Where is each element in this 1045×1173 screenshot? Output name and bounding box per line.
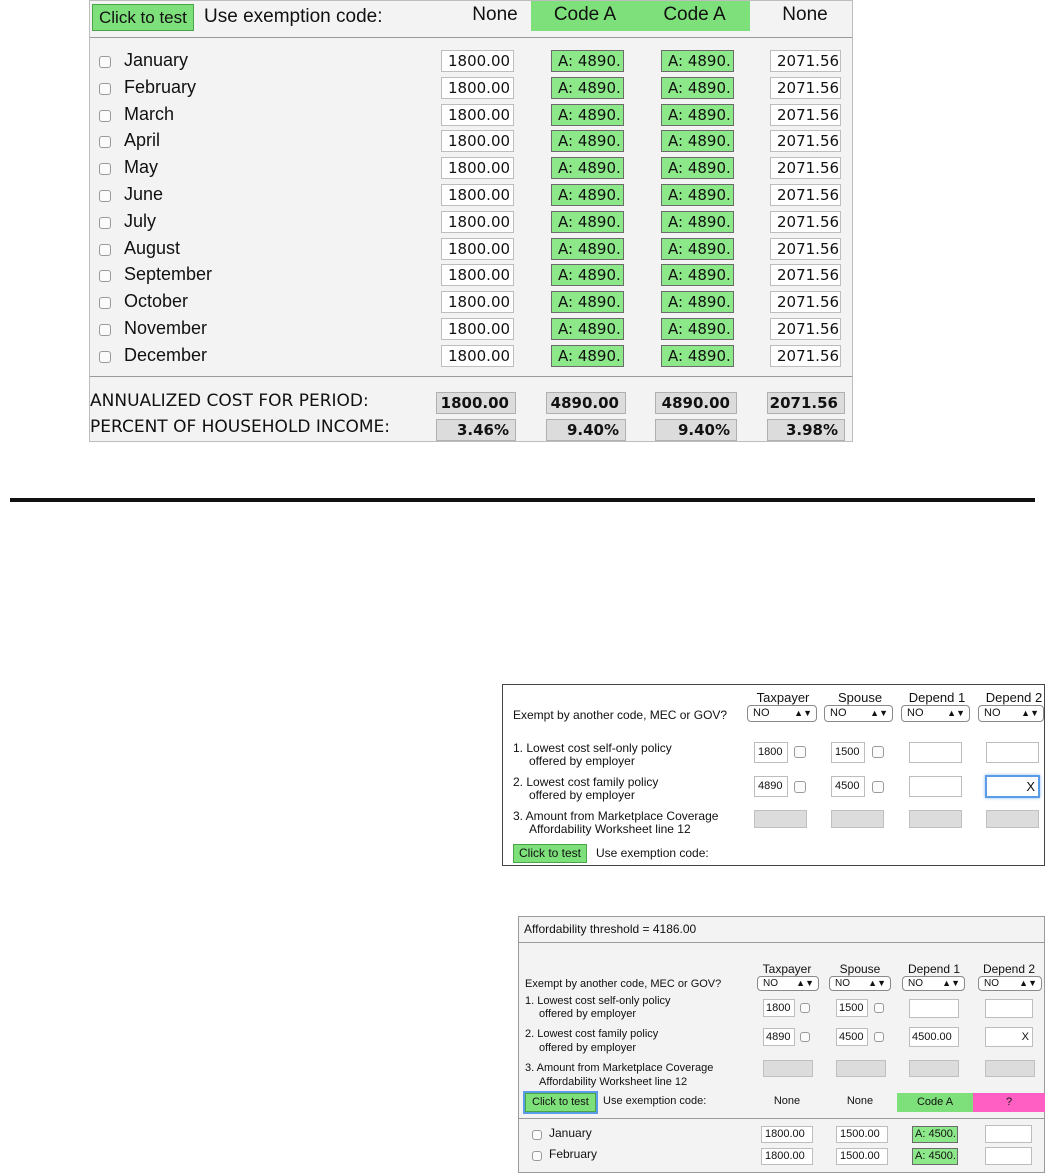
spouse-family-input[interactable]: 4500 (831, 776, 865, 797)
head-depend-1: Depend 1 (907, 962, 961, 976)
month-value-3[interactable]: A: 4890. (661, 50, 734, 72)
month-label: June (124, 184, 164, 204)
month-label: April (124, 130, 161, 151)
month-row (90, 181, 852, 207)
month-label: September (124, 264, 213, 285)
affordability-threshold: Affordability threshold = 4186.00 (524, 922, 697, 936)
col-head-2: None (846, 1095, 874, 1107)
head-depend-2: Depend 2 (982, 962, 1036, 976)
spouse-exempt-select[interactable] (829, 976, 891, 991)
month-row (90, 315, 852, 341)
spouse-select-value: NO (830, 707, 847, 719)
month-value-4[interactable]: 2071.56 (770, 77, 841, 99)
month-row (90, 208, 852, 234)
month-value-3[interactable]: A: 4500. (912, 1148, 958, 1165)
month-value-2[interactable]: A: 4890. (551, 184, 624, 206)
use-exemption-label: Use exemption code: (603, 1095, 707, 1107)
month-value-4[interactable] (985, 1125, 1032, 1143)
month-checkbox[interactable] (99, 270, 111, 282)
spouse-marketplace-field (831, 810, 884, 828)
month-value-4[interactable] (985, 1147, 1032, 1165)
month-value-1[interactable]: 1800.00 (441, 211, 514, 233)
month-value-3[interactable]: A: 4890. (661, 264, 734, 286)
month-value-2[interactable]: A: 4890. (551, 318, 624, 340)
month-label: February (549, 1147, 598, 1161)
month-label: December (124, 344, 208, 365)
month-row (90, 74, 852, 100)
line1-label: 1. Lowest cost self-only policy (513, 741, 672, 755)
col-head-3: Code A (639, 1, 750, 31)
spouse-select-value: NO (835, 978, 850, 989)
month-value-3[interactable]: A: 4890. (661, 211, 734, 233)
month-value-3[interactable]: A: 4890. (661, 157, 734, 179)
taxpayer-family-input[interactable]: 4890 (754, 776, 788, 797)
month-row (90, 154, 852, 180)
taxpayer-selfonly-checkbox[interactable] (800, 1003, 810, 1013)
depend1-marketplace-field (909, 1060, 959, 1077)
month-value-4[interactable]: 2071.56 (770, 50, 841, 72)
month-value-3[interactable]: A: 4890. (661, 104, 734, 126)
month-checkbox[interactable] (99, 56, 111, 68)
taxpayer-family-checkbox[interactable] (800, 1032, 810, 1042)
month-value-3[interactable]: A: 4890. (661, 291, 734, 313)
depend2-select-value: NO (984, 978, 999, 989)
month-value-2[interactable]: A: 4890. (551, 291, 624, 313)
month-value-1[interactable]: 1800.00 (441, 345, 514, 367)
percent-label: PERCENT OF HOUSEHOLD INCOME: (90, 417, 391, 437)
month-value-1[interactable]: 1800.00 (441, 157, 514, 179)
depend2-exempt-select[interactable] (978, 705, 1044, 722)
month-value-1[interactable]: 1800.00 (761, 1126, 813, 1143)
month-row (90, 342, 852, 368)
month-value-3[interactable]: A: 4890. (661, 318, 734, 340)
updown-arrows-icon: ▲▼ (794, 708, 812, 718)
spouse-selfonly-checkbox[interactable] (872, 746, 884, 758)
spouse-selfonly-input[interactable]: 1500 (831, 742, 865, 763)
depend1-select-value: NO (908, 978, 923, 989)
updown-arrows-icon: ▲▼ (1019, 978, 1037, 988)
month-row (90, 101, 852, 127)
updown-arrows-icon: ▲▼ (942, 978, 960, 988)
month-value-1[interactable]: 1800.00 (441, 50, 514, 72)
line1-sub: offered by employer (529, 754, 635, 768)
month-value-3[interactable]: A: 4890. (661, 184, 734, 206)
month-value-2[interactable]: A: 4890. (551, 211, 624, 233)
month-value-2[interactable]: A: 4890. (551, 77, 624, 99)
col-head-1: None (773, 1095, 801, 1107)
month-checkbox[interactable] (99, 244, 111, 256)
month-value-1[interactable]: 1800.00 (441, 318, 514, 340)
spouse-family-checkbox[interactable] (874, 1032, 884, 1042)
click-to-test-button[interactable]: Click to test (513, 844, 587, 863)
spouse-selfonly-input[interactable]: 1500 (836, 999, 868, 1017)
percent-col-1: 3.46% (436, 419, 516, 441)
month-value-4[interactable]: 2071.56 (770, 104, 841, 126)
month-value-4[interactable]: 2071.56 (770, 130, 841, 152)
taxpayer-family-input[interactable]: 4890 (763, 1028, 795, 1046)
line1-sub: offered by employer (539, 1008, 637, 1020)
percent-col-2: 9.40% (546, 419, 626, 441)
line3-sub: Affordability Worksheet line 12 (529, 822, 691, 836)
month-label: October (124, 291, 189, 312)
month-value-2[interactable]: A: 4890. (551, 157, 624, 179)
head-depend-1: Depend 1 (908, 690, 966, 705)
taxpayer-marketplace-field (754, 810, 807, 828)
annualized-label: ANNUALIZED COST FOR PERIOD: (90, 391, 369, 411)
month-value-1[interactable]: 1800.00 (441, 77, 514, 99)
month-row (90, 235, 852, 261)
month-label: July (124, 210, 157, 231)
month-checkbox[interactable] (532, 1130, 542, 1140)
month-label: January (549, 1126, 592, 1140)
month-value-1[interactable]: 1800.00 (441, 264, 514, 286)
updown-arrows-icon: ▲▼ (947, 708, 965, 718)
exempt-label: Exempt by another code, MEC or GOV? (513, 708, 728, 722)
depend1-family-input[interactable]: 4500.00 (909, 1027, 959, 1047)
month-row (90, 47, 852, 73)
month-row (90, 127, 852, 153)
updown-arrows-icon: ▲▼ (870, 708, 888, 718)
month-value-4[interactable]: 2071.56 (770, 157, 841, 179)
month-value-4[interactable]: 2071.56 (770, 345, 841, 367)
taxpayer-selfonly-checkbox[interactable] (794, 746, 806, 758)
depend1-exempt-select[interactable] (902, 976, 965, 991)
employer-coverage-panel (502, 684, 1045, 866)
col-head-4: None (782, 4, 828, 25)
month-checkbox[interactable] (99, 110, 111, 122)
head-taxpayer: Taxpayer (756, 690, 810, 705)
month-value-3[interactable]: A: 4890. (661, 77, 734, 99)
month-value-3[interactable]: A: 4890. (661, 130, 734, 152)
spouse-family-checkbox[interactable] (872, 781, 884, 793)
month-checkbox[interactable] (99, 297, 111, 309)
line3-sub: Affordability Worksheet line 12 (539, 1076, 688, 1088)
month-checkbox[interactable] (99, 217, 111, 229)
head-spouse: Spouse (837, 690, 883, 705)
month-value-2[interactable]: A: 4890. (551, 238, 624, 260)
threshold-divider (519, 942, 1044, 943)
depend2-selfonly-input[interactable] (985, 999, 1033, 1018)
depend2-family-input[interactable]: X (985, 1027, 1033, 1047)
depend1-selfonly-input[interactable] (909, 742, 962, 763)
spouse-exempt-select[interactable] (824, 705, 893, 722)
month-value-2[interactable]: A: 4890. (551, 50, 624, 72)
month-value-2[interactable]: 1500.00 (836, 1126, 888, 1143)
line3-label: 3. Amount from Marketplace Coverage (513, 809, 719, 823)
month-value-2[interactable]: 1500.00 (836, 1148, 888, 1165)
section-divider (10, 498, 1035, 502)
month-value-1[interactable]: 1800.00 (441, 291, 514, 313)
depend1-marketplace-field (909, 810, 962, 828)
annualized-col-1: 1800.00 (436, 392, 516, 414)
depend2-selfonly-input[interactable] (986, 742, 1039, 763)
head-spouse: Spouse (839, 962, 881, 976)
use-exemption-label: Use exemption code: (204, 6, 383, 27)
spouse-selfonly-checkbox[interactable] (874, 1003, 884, 1013)
depend2-family-input[interactable]: X (985, 775, 1040, 798)
month-checkbox[interactable] (99, 190, 111, 202)
month-label: November (124, 318, 208, 338)
month-label: January (124, 50, 189, 70)
taxpayer-select-value: NO (763, 978, 778, 989)
depend2-select-value: NO (984, 707, 1001, 719)
month-value-4[interactable]: 2071.56 (770, 291, 841, 313)
affordability-result-panel (518, 916, 1045, 1173)
annualized-col-4: 2071.56 (767, 392, 845, 414)
month-value-2[interactable]: A: 4890. (551, 104, 624, 126)
col-head-4: ? (973, 1093, 1045, 1112)
line2-sub: offered by employer (539, 1042, 637, 1054)
updown-arrows-icon: ▲▼ (868, 978, 886, 988)
month-row (90, 261, 852, 287)
taxpayer-select-value: NO (753, 707, 770, 719)
month-value-4[interactable]: 2071.56 (770, 264, 841, 286)
month-value-2[interactable]: A: 4890. (551, 345, 624, 367)
depend2-marketplace-field (985, 1060, 1035, 1077)
updown-arrows-icon: ▲▼ (796, 978, 814, 988)
col-head-1: None (472, 4, 518, 25)
annualized-col-2: 4890.00 (546, 392, 626, 414)
taxpayer-selfonly-input[interactable]: 1800 (754, 742, 788, 763)
month-value-2[interactable]: A: 4890. (551, 264, 624, 286)
exempt-label: Exempt by another code, MEC or GOV? (525, 978, 722, 990)
spouse-family-input[interactable]: 4500 (836, 1028, 868, 1046)
annualized-col-3: 4890.00 (655, 392, 737, 414)
taxpayer-exempt-select[interactable] (747, 705, 817, 722)
depend1-selfonly-input[interactable] (909, 999, 959, 1018)
depend1-exempt-select[interactable] (901, 705, 970, 722)
month-value-1[interactable]: 1800.00 (441, 130, 514, 152)
month-value-3[interactable]: A: 4890. (661, 345, 734, 367)
month-value-4[interactable]: 2071.56 (770, 211, 841, 233)
click-to-test-button[interactable]: Click to test (525, 1093, 596, 1112)
col-head-2: Code A (531, 1, 639, 31)
line2-sub: offered by employer (529, 788, 635, 802)
month-value-1[interactable]: 1800.00 (761, 1148, 813, 1165)
line3-label: 3. Amount from Marketplace Coverage (525, 1062, 714, 1074)
month-label: August (124, 237, 181, 258)
month-value-1[interactable]: 1800.00 (441, 184, 514, 206)
month-checkbox[interactable] (99, 163, 111, 175)
month-checkbox[interactable] (99, 83, 111, 95)
month-row (90, 288, 852, 314)
depend1-family-input[interactable] (909, 776, 962, 797)
percent-col-4: 3.98% (767, 419, 845, 441)
monthly-exemption-panel (89, 0, 853, 442)
month-value-1[interactable]: 1800.00 (441, 238, 514, 260)
month-value-1[interactable]: 1800.00 (441, 104, 514, 126)
line2-label: 2. Lowest cost family policy (513, 775, 659, 789)
month-value-4[interactable]: 2071.56 (770, 318, 841, 340)
month-value-2[interactable]: A: 4890. (551, 130, 624, 152)
month-label: March (124, 103, 175, 124)
head-taxpayer: Taxpayer (762, 962, 812, 976)
month-value-3[interactable]: A: 4890. (661, 238, 734, 260)
month-value-4[interactable]: 2071.56 (770, 238, 841, 260)
taxpayer-selfonly-input[interactable]: 1800 (763, 999, 795, 1017)
depend2-marketplace-field (986, 810, 1039, 828)
month-divider (519, 1118, 1044, 1119)
month-value-3[interactable]: A: 4500. (912, 1126, 958, 1143)
depend1-select-value: NO (907, 707, 924, 719)
month-checkbox[interactable] (532, 1151, 542, 1161)
taxpayer-family-checkbox[interactable] (794, 781, 806, 793)
month-checkbox[interactable] (99, 136, 111, 148)
taxpayer-exempt-select[interactable] (757, 976, 819, 991)
spouse-marketplace-field (836, 1060, 886, 1077)
col-head-3: Code A (897, 1093, 973, 1112)
month-checkbox[interactable] (99, 351, 111, 363)
line1-label: 1. Lowest cost self-only policy (525, 995, 671, 1007)
summary-divider (90, 376, 852, 377)
month-checkbox[interactable] (99, 324, 111, 336)
taxpayer-marketplace-field (763, 1060, 813, 1077)
month-value-4[interactable]: 2071.56 (770, 184, 841, 206)
use-exemption-label: Use exemption code: (596, 846, 709, 860)
depend2-exempt-select[interactable] (978, 976, 1042, 991)
head-depend-2: Depend 2 (985, 690, 1043, 705)
month-label: May (124, 157, 159, 178)
percent-col-3: 9.40% (655, 419, 737, 441)
click-to-test-button[interactable]: Click to test (92, 4, 194, 31)
line2-label: 2. Lowest cost family policy (525, 1028, 659, 1040)
month-label: February (124, 76, 197, 97)
panel-header (90, 1, 852, 38)
updown-arrows-icon: ▲▼ (1021, 708, 1039, 718)
